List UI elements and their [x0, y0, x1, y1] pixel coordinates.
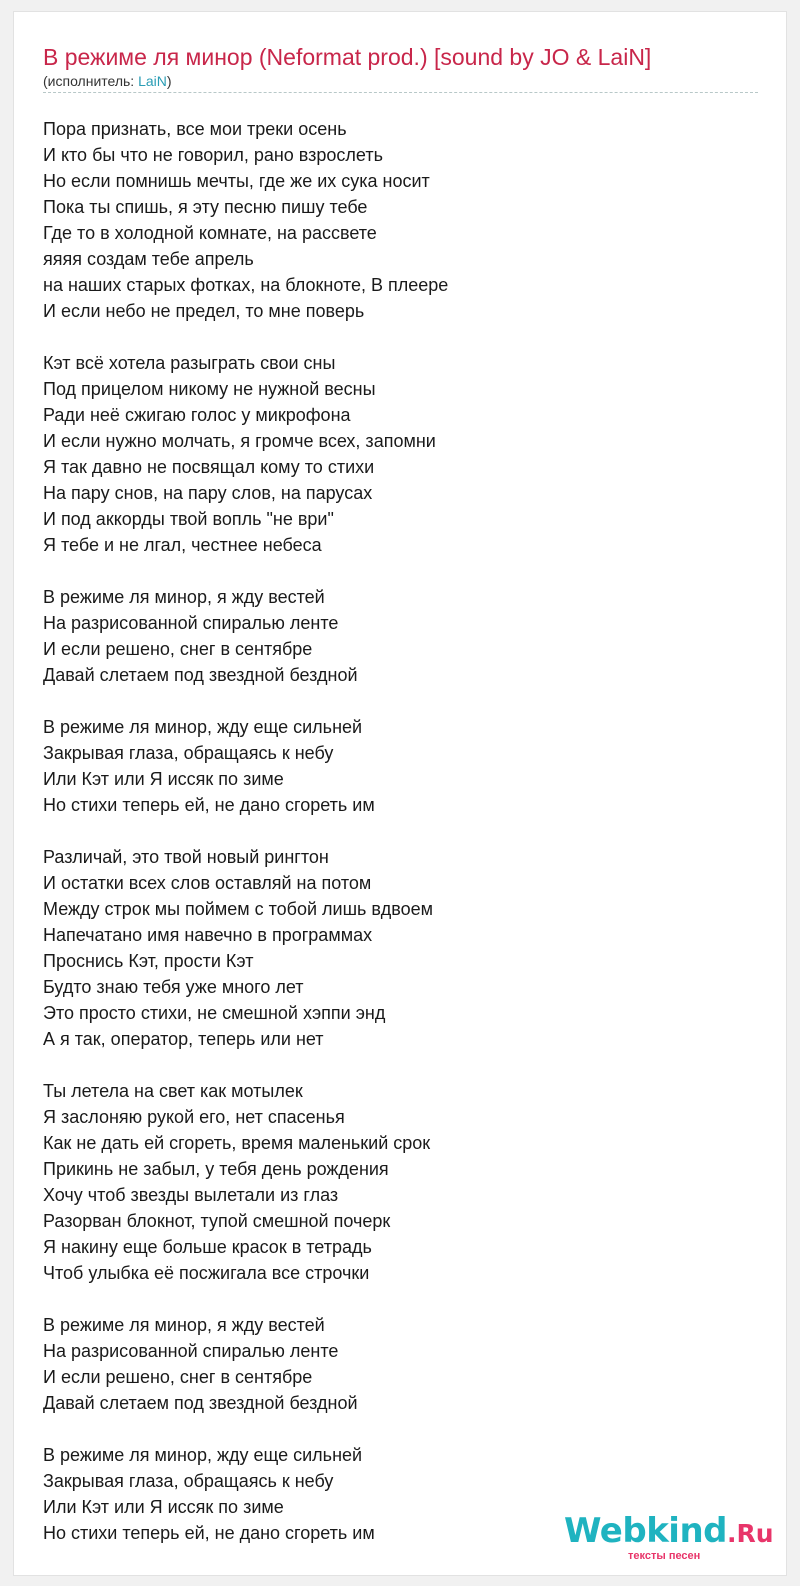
lyrics-line: В режиме ля минор, жду еще сильней [43, 717, 363, 737]
lyrics-line: И если решено, снег в сентябре [43, 1367, 313, 1387]
logo-tagline: тексты песен [628, 1550, 701, 1562]
lyrics-line: И под аккорды твой вопль "не ври" [43, 509, 334, 529]
lyrics-line: Прикинь не забыл, у тебя день рождения [43, 1159, 389, 1179]
lyrics-line: на наших старых фотках, на блокноте, В плеере [43, 275, 449, 295]
lyrics-line: В режиме ля минор, я жду вестей [43, 587, 325, 607]
lyrics-line: И если небо не предел, то мне поверь [43, 301, 365, 321]
webkind-logo [564, 1511, 774, 1551]
lyrics-line: На пару снов, на пару слов, на парусах [43, 483, 373, 503]
lyrics-line: И остатки всех слов оставляй на потом [43, 873, 372, 893]
lyrics-stanza [43, 584, 763, 688]
lyrics-line: Закрывая глаза, обращаясь к небу [43, 743, 334, 763]
lyrics-line: Я тебе и не лгал, честнее небеса [43, 535, 322, 555]
lyrics-line: Или Кэт или Я иссяк по зиме [43, 1497, 284, 1517]
lyrics-line: Закрывая глаза, обращаясь к небу [43, 1471, 334, 1491]
lyrics-stanza [43, 350, 763, 558]
lyrics-line: Разорван блокнот, тупой смешной почерк [43, 1211, 391, 1231]
logo-name: Webkind [564, 1511, 727, 1551]
lyrics-line: На разрисованной спиралью ленте [43, 1341, 339, 1361]
lyrics-line: А я так, оператор, теперь или нет [43, 1029, 324, 1049]
lyrics-line: яяяя создам тебе апрель [43, 249, 254, 269]
lyrics-line: В режиме ля минор, я жду вестей [43, 1315, 325, 1335]
lyrics-line: Или Кэт или Я иссяк по зиме [43, 769, 284, 789]
lyrics-line: Ради неё сжигаю голос у микрофона [43, 405, 351, 425]
lyrics-stanza [43, 1312, 763, 1416]
lyrics-line: Между строк мы поймем с тобой лишь вдвоем [43, 899, 434, 919]
lyrics-line: Напечатано имя навечно в программах [43, 925, 373, 945]
artist-prefix: (исполнитель: [43, 73, 139, 89]
lyrics-line: Давай слетаем под звездной бездной [43, 665, 358, 685]
lyrics-line: На разрисованной спиралью ленте [43, 613, 339, 633]
lyrics-line: И кто бы что не говорил, рано взрослеть [43, 145, 383, 165]
lyrics-body [43, 116, 763, 1572]
lyrics-line: Будто знаю тебя уже много лет [43, 977, 304, 997]
lyrics-line: Я заслоняю рукой его, нет спасенья [43, 1107, 345, 1127]
lyrics-stanza [43, 714, 763, 818]
lyrics-line: Различай, это твой новый рингтон [43, 847, 329, 867]
lyrics-line: Но стихи теперь ей, не дано сгореть им [43, 795, 375, 815]
artist-suffix: ) [166, 73, 172, 89]
lyrics-line: Это просто стихи, не смешной хэппи энд [43, 1003, 386, 1023]
lyrics-line: Под прицелом никому не нужной весны [43, 379, 376, 399]
lyrics-line: Кэт всё хотела разыграть свои сны [43, 353, 336, 373]
logo-tld: .Ru [727, 1519, 774, 1548]
artist-link[interactable]: LaiN [138, 73, 167, 89]
lyrics-stanza [43, 1078, 763, 1286]
lyrics-stanza [43, 844, 763, 1052]
title-divider [43, 92, 758, 93]
content-panel [13, 11, 787, 1576]
song-title: В режиме ля минор (Neformat prod.) [sound by JO & LaiN] [43, 44, 652, 70]
lyrics-line: В режиме ля минор, жду еще сильней [43, 1445, 363, 1465]
lyrics-line: Но если помнишь мечты, где же их сука носит [43, 171, 430, 191]
lyrics-line: Давай слетаем под звездной бездной [43, 1393, 358, 1413]
lyrics-line: Чтоб улыбка её посжигала все строчки [43, 1263, 370, 1283]
lyrics-line: Ты летела на свет как мотылек [43, 1081, 303, 1101]
lyrics-line: Где то в холодной комнате, на рассвете [43, 223, 377, 243]
lyrics-line: И если решено, снег в сентябре [43, 639, 313, 659]
lyrics-line: Пора признать, все мои треки осень [43, 119, 347, 139]
lyrics-line: Пока ты спишь, я эту песню пишу тебе [43, 197, 368, 217]
lyrics-line: И если нужно молчать, я громче всех, запомни [43, 431, 436, 451]
lyrics-stanza [43, 116, 763, 324]
lyrics-line: Проснись Кэт, прости Кэт [43, 951, 254, 971]
lyrics-line: Как не дать ей сгореть, время маленький срок [43, 1133, 431, 1153]
artist-line [43, 73, 172, 89]
lyrics-line: Но стихи теперь ей, не дано сгореть им [43, 1523, 375, 1543]
lyrics-line: Я так давно не посвящал кому то стихи [43, 457, 375, 477]
lyrics-line: Я накину еще больше красок в тетрадь [43, 1237, 372, 1257]
lyrics-line: Хочу чтоб звезды вылетали из глаз [43, 1185, 339, 1205]
